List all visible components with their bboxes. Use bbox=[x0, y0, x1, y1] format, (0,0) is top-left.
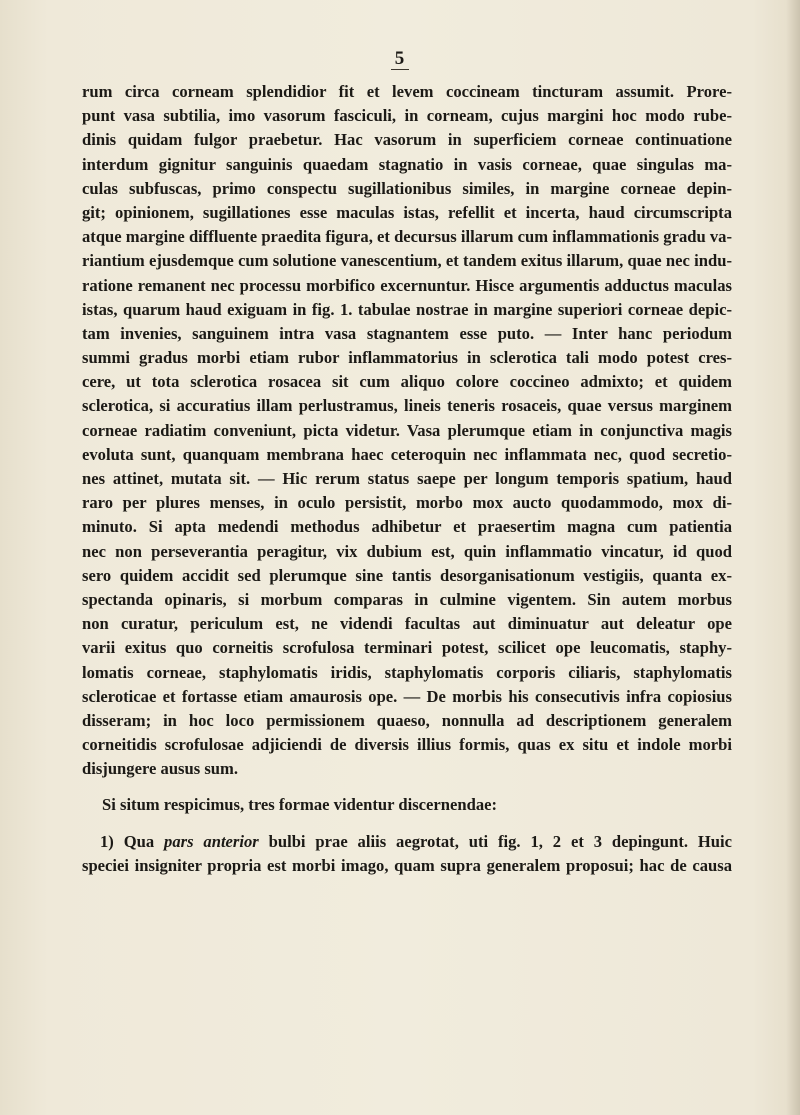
text-line: punt vasa subtilia, imo vasorum fasciculi, in corneam, cujus margini hoc modo rube- bbox=[82, 106, 732, 126]
text-line: disseram; in hoc loco permissionem quaeso, nonnulla ad descriptionem generalem bbox=[82, 710, 732, 730]
text-line: varii exitus quo corneitis scrofulosa terminari potest, scilicet ope leucomatis, staphy- bbox=[82, 638, 732, 658]
text-line: summi gradus morbi etiam rubor inflammatorius in sclerotica tali modo potest cres- bbox=[82, 348, 732, 368]
text-line: disjungere ausus sum. bbox=[82, 759, 238, 779]
text-line: interdum gignitur sanguinis quaedam stagnatio in vasis corneae, quae singulas ma- bbox=[82, 154, 732, 174]
body-text bbox=[82, 80, 732, 878]
text-line: raro per plures menses, in oculo persistit, morbo mox aucto quodammodo, mox di- bbox=[82, 493, 732, 513]
text-line: scleroticae et fortasse etiam amaurosis ope. — De morbis his consecutivis infra copiosius bbox=[82, 686, 732, 706]
section-heading-line: Si situm respicimus, tres formae videntur discernendae: bbox=[102, 795, 498, 815]
text-line: sclerotica, si accuratius illam perlustramus, lineis teneris rosaceis, quae versus marginem bbox=[82, 396, 732, 416]
text-line: git; opinionem, sugillationes esse maculas istas, refellit et incerta, haud circumscripta bbox=[82, 202, 732, 222]
list-item-1-prefix: 1) Qua bbox=[100, 831, 165, 851]
text-line: ratione remanent nec processu morbifico excernuntur. Hisce argumentis adductus maculas bbox=[82, 275, 732, 295]
page-edge-shadow bbox=[786, 0, 800, 1115]
text-line: corneae radiatim conveniunt, picta videtur. Vasa plerumque etiam in conjunctiva magis bbox=[82, 420, 732, 440]
text-line: atque margine diffluente praedita figura, et decursus illarum cum inflammationis gradu va- bbox=[82, 227, 732, 247]
text-line: evoluta sunt, quanquam membrana haec ceteroquin nec inflammata nec, quod secretio- bbox=[82, 444, 732, 464]
page-number-text: 5 bbox=[391, 48, 410, 70]
page-number bbox=[0, 48, 800, 70]
text-line: non curatur, periculum est, ne videndi facultas aut diminuatur aut deleatur ope bbox=[82, 614, 732, 634]
text-line: nec non perseverantia peragitur, vix dubium est, quin inflammatio vincatur, id quod bbox=[82, 541, 732, 561]
text-line: sero quidem accidit sed plerumque sine tantis desorganisationum vestigiis, quanta ex- bbox=[82, 565, 732, 585]
list-item-1-text: bulbi prae aliis aegrotat, uti fig. 1, 2 et 3 depingunt. Huic bbox=[258, 831, 732, 851]
text-line: corneitidis scrofulosae adjiciendi de diversis illius formis, quas ex situ et indole morbi bbox=[82, 735, 732, 755]
text-line: spectanda opinaris, si morbum comparas in culmine vigentem. Sin autem morbus bbox=[82, 589, 732, 609]
text-line: nes attinet, mutata sit. — Hic rerum status saepe per longum temporis spatium, haud bbox=[82, 469, 732, 488]
text-line: tam invenies, sanguinem intra vasa stagnantem esse puto. — Inter hanc periodum bbox=[82, 323, 732, 343]
text-line: riantium ejusdemque cum solutione vanescentium, et tandem exitus illarum, quae nec indu- bbox=[82, 251, 732, 271]
text-line: cere, ut tota sclerotica rosacea sit cum aliquo colore coccineo admixto; et quidem bbox=[82, 372, 732, 392]
text-line: rum circa corneam splendidior fit et levem coccineam tincturam assumit. Prore- bbox=[82, 82, 732, 101]
text-line: speciei insigniter propria est morbi imago, quam supra generalem proposui; hac de causa bbox=[82, 855, 732, 875]
text-line: minuto. Si apta medendi methodus adhibetur et praesertim magna cum patientia bbox=[82, 517, 732, 537]
list-item-1 bbox=[82, 830, 732, 854]
text-line: istas, quarum haud exiguam in fig. 1. tabulae nostrae in margine superiori corneae depic- bbox=[82, 299, 732, 319]
text-line: lomatis corneae, staphylomatis iridis, staphylomatis corporis ciliaris, staphylomatis bbox=[82, 662, 732, 682]
text-line: dinis quidam fulgor praebetur. Hac vasorum in superficiem corneae continuatione bbox=[82, 130, 732, 150]
list-item-1-emphasis: pars anterior bbox=[164, 831, 259, 851]
text-line: culas subfuscas, primo conspectu sugillationibus similes, in margine corneae depin- bbox=[82, 178, 732, 198]
